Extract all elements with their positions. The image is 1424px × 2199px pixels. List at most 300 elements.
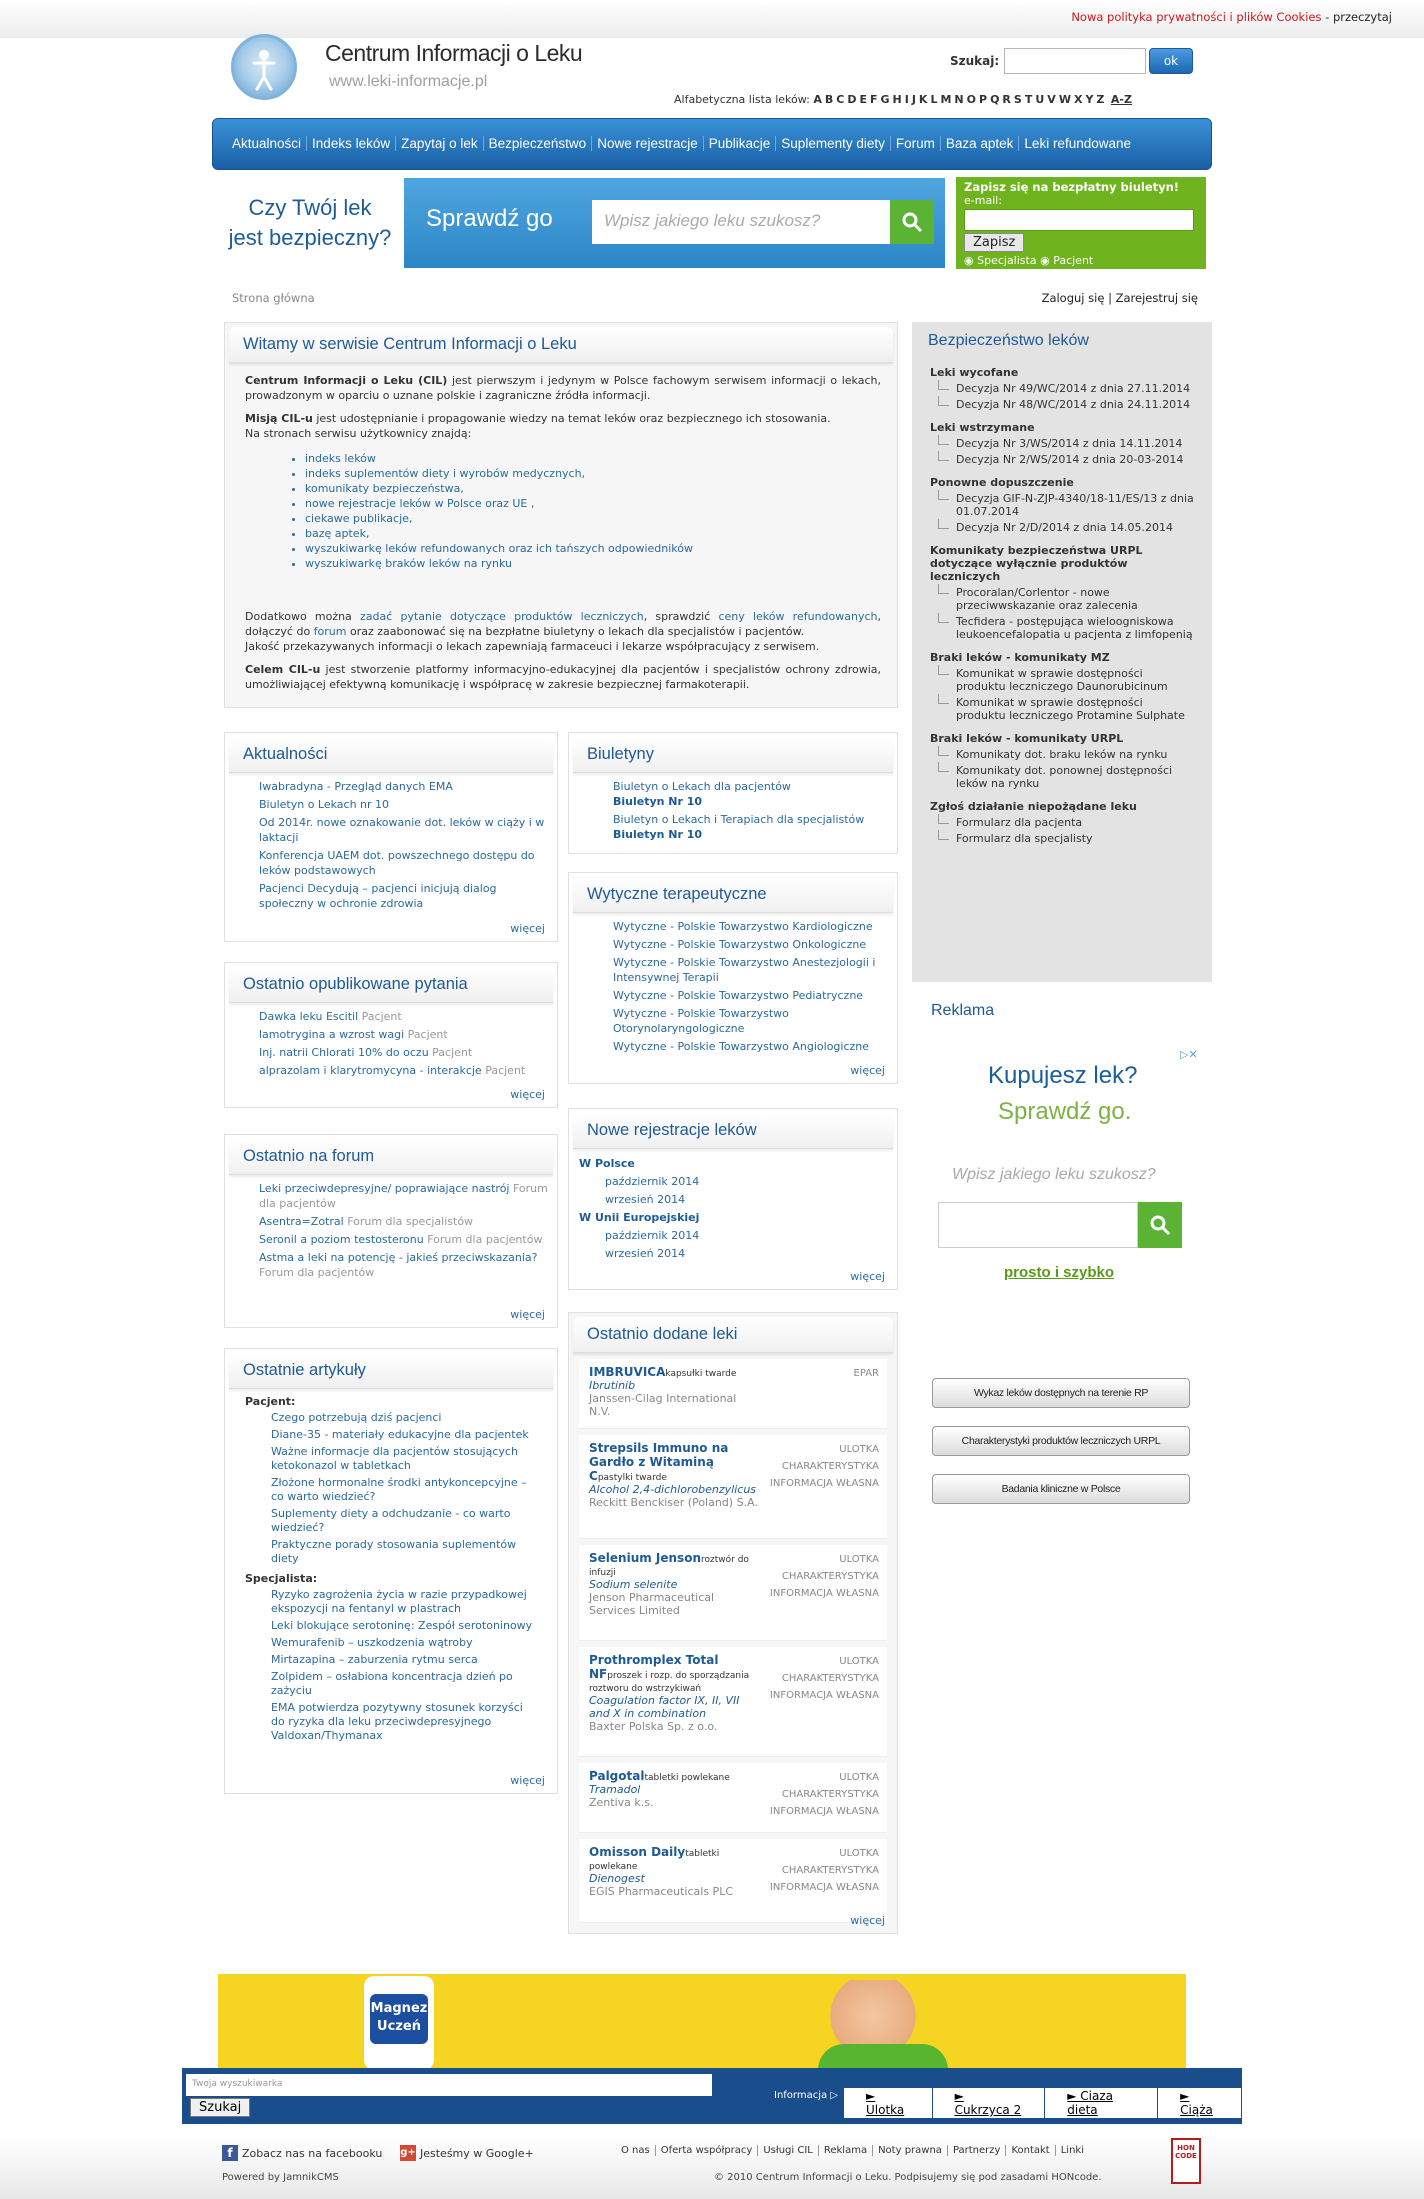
welcome-p3: Na stronach serwisu użytkownicy znajdą:	[245, 427, 472, 440]
sidebar-section	[912, 421, 1212, 466]
drug-name[interactable]: Strepsils Immuno na Gardło z Witaminą C	[589, 1441, 729, 1483]
pytania-item[interactable]	[259, 1063, 549, 1078]
newsletter-email-label: e-mail:	[964, 194, 1003, 207]
article-link[interactable]: Wemurafenib – uszkodzenia wątroby	[271, 1636, 473, 1649]
forum-more-link[interactable]: więcej	[510, 1308, 545, 1321]
drug-doc-link[interactable]: INFORMACJA WŁASNA	[769, 1806, 879, 1817]
footer-link[interactable]: Linki	[1060, 2145, 1084, 2156]
radio-pacjent[interactable]: ◉	[1040, 254, 1054, 267]
ask-question-link[interactable]: zadać pytanie dotyczące produktów leczniczych	[360, 610, 644, 623]
welcome-bullet[interactable]: • ciekawe publikacje,	[305, 511, 881, 526]
dodane-more-link[interactable]: więcej	[850, 1914, 885, 1927]
drug-company: Jenson Pharmaceutical Services Limited	[589, 1591, 715, 1617]
footer-link[interactable]: Partnerzy	[948, 2145, 1007, 2156]
drug-company: Janssen-Cilag International N.V.	[589, 1392, 737, 1418]
forum-tag: Forum dla specjalistów	[347, 1215, 474, 1228]
article-link[interactable]: Zolpidem – osłabiona koncentracja dzień po zażyciu	[271, 1670, 513, 1697]
welcome-bullet[interactable]: • bazę aptek,	[305, 526, 881, 541]
sidebar-link[interactable]: Komunikat w sprawie dostępności produktu leczniczego Daunorubicinum	[930, 667, 1194, 693]
bottom-ad-brand1: Magnez	[370, 2001, 428, 2016]
aktualnosci-box	[224, 732, 558, 942]
sidebar-link[interactable]: Decyzja Nr 2/D/2014 z dnia 14.05.2014	[930, 521, 1194, 534]
rejestracje-title: Nowe rejestracje leków	[573, 1113, 893, 1149]
aktualnosci-item[interactable]: Konferencja UAEM dot. powszechnego dostępu do leków podstawowych	[259, 849, 535, 877]
pytania-title: Ostatnio opublikowane pytania	[229, 967, 553, 1003]
drug-name[interactable]: IMBRUVICA	[589, 1365, 666, 1379]
forum-item[interactable]	[259, 1250, 549, 1280]
alphabet-letter-o[interactable]: O	[966, 93, 976, 106]
login-link[interactable]: Zaloguj się	[1041, 291, 1105, 305]
side-ad-title: Kupujesz lek?	[988, 1062, 1138, 1089]
googleplus-label: Jesteśmy w Google+	[420, 2146, 534, 2160]
welcome-p4b: , sprawdzić	[643, 610, 719, 623]
bottom-ad-brand2: Uczeń	[377, 2019, 421, 2034]
sidebar-link[interactable]: Decyzja Nr 49/WC/2014 z dnia 27.11.2014	[930, 382, 1194, 395]
sidebar-link[interactable]: Komunikat w sprawie dostępności produktu leczniczego Protamine Sulphate	[930, 696, 1194, 722]
ad-sprawdz: Sprawdź go	[426, 205, 553, 232]
drug-name[interactable]: Selenium Jenson	[589, 1551, 701, 1565]
biuletyny-title: Biuletyny	[573, 737, 893, 773]
forum-item[interactable]	[259, 1181, 549, 1211]
welcome-p6-bold: Celem CIL-u	[245, 663, 321, 676]
sidebar-section-title: Leki wstrzymane	[930, 421, 1035, 434]
newsletter-email-input[interactable]	[964, 209, 1194, 231]
drug-doc-link[interactable]: CHARAKTERYSTYKA	[781, 1673, 879, 1684]
welcome-p1: jest pierwszym i jedynym w Polsce fachowym serwisem informacji o lekach, prowadzonym w oparciu o uznane polskie i zagraniczne źródła informacji.	[245, 374, 881, 402]
pytania-item[interactable]	[259, 1027, 549, 1042]
nav-item-7[interactable]: Forum	[891, 136, 941, 151]
welcome-bullet[interactable]: • komunikaty bezpieczeństwa,	[305, 481, 881, 496]
sidebar-link[interactable]: Formularz dla specjalisty	[930, 832, 1194, 845]
sidebar-link[interactable]: Decyzja GIF-N-ZJP-4340/18-11/ES/13 z dnia 01.07.2014	[930, 492, 1194, 518]
site-title[interactable]: Centrum Informacji o Leku	[325, 40, 583, 66]
welcome-p6: jest stworzenie platformy informacyjno-edukacyjnej dla pacjentów i specjalistów ochrony zdrowia, umożliwiającej efektywną komunikację i współpracę w zakresie bezpiecznej farmakoterapii.	[245, 663, 881, 691]
sidebar-link[interactable]: Formularz dla pacjenta	[930, 816, 1194, 829]
alphabet-letter-l[interactable]: L	[930, 93, 938, 106]
wytyczne-title: Wytyczne terapeutyczne	[573, 877, 893, 913]
sidebar-section	[912, 476, 1212, 534]
drug-form: roztwór do infuzji	[589, 1555, 749, 1578]
alphabet-letter-i[interactable]: I	[904, 93, 909, 106]
wytyczne-item[interactable]: Wytyczne - Polskie Towarzystwo Onkologiczne	[613, 938, 867, 951]
bottom-ad-shirt	[818, 2044, 948, 2070]
rejestracje-month[interactable]: październik 2014	[605, 1175, 700, 1188]
footer-link[interactable]: Kontakt	[1006, 2145, 1055, 2156]
footbar-link[interactable]: ► Ciąża	[1158, 2088, 1242, 2118]
forum-question[interactable]: Astma a leki na potencję - jakieś przeciwskazania?	[259, 1251, 538, 1264]
biuletyn-number[interactable]: Biuletyn Nr 10	[613, 828, 703, 841]
search-ok-button[interactable]: ok	[1149, 48, 1193, 74]
drug-form: tabletki powlekane	[644, 1773, 730, 1783]
drug-entry	[579, 1435, 887, 1539]
facebook-link[interactable]	[222, 2145, 382, 2161]
alphabet-letter-j[interactable]: J	[911, 93, 916, 106]
drug-substance[interactable]: Coagulation factor IX, II, VII and X in combination	[589, 1694, 740, 1720]
drug-entry	[579, 1647, 887, 1757]
alphabet-letter-m[interactable]: M	[940, 93, 952, 106]
googleplus-link[interactable]	[400, 2145, 534, 2161]
ad-line2: jest bezpieczny?	[228, 225, 392, 250]
wytyczne-item[interactable]: Wytyczne - Polskie Towarzystwo Pediatryczne	[613, 989, 864, 1002]
rejestracje-month[interactable]: październik 2014	[605, 1229, 700, 1242]
forum-question[interactable]: Leki przeciwdepresyjne/ poprawiające nastrój	[259, 1182, 510, 1195]
ad-search-field[interactable]: Wpisz jakiego leku szukosz?	[592, 200, 890, 244]
side-ad[interactable]	[912, 1046, 1212, 1300]
aktualnosci-item[interactable]: Od 2014r. nowe oznakowanie dot. leków w ciąży i w laktacji	[259, 816, 545, 844]
sidebar-section-title: Leki wycofane	[930, 366, 1019, 379]
logo-icon[interactable]	[231, 34, 297, 100]
alphabet-letter-z[interactable]: Z	[1096, 93, 1105, 106]
alphabet-letter-d[interactable]: D	[847, 93, 857, 106]
search-label: Szukaj:	[950, 54, 1000, 68]
nav-item-0[interactable]: Aktualności	[227, 136, 307, 151]
welcome-title: Witamy w serwisie Centrum Informacji o Leku	[229, 327, 893, 363]
main-nav	[212, 118, 1212, 170]
drug-doc-link[interactable]: INFORMACJA WŁASNA	[769, 1478, 879, 1489]
forum-tag: Forum dla pacjentów	[427, 1233, 543, 1246]
cookie-read-link[interactable]: przeczytaj	[1332, 10, 1392, 24]
aktualnosci-item[interactable]: Biuletyn o Lekach nr 10	[259, 798, 390, 811]
welcome-p1-bold: Centrum Informacji o Leku (CIL)	[245, 374, 448, 387]
rejestracje-month[interactable]: wrzesień 2014	[605, 1193, 686, 1206]
footer-link[interactable]: Reklama	[819, 2145, 873, 2156]
drug-doc-link[interactable]: ULOTKA	[839, 1772, 879, 1783]
wytyczne-item[interactable]: Wytyczne - Polskie Towarzystwo Angiologiczne	[613, 1040, 870, 1053]
aktualnosci-item[interactable]: Pacjenci Decydują – pacjenci inicjują dialog społeczny w ochronie zdrowia	[259, 882, 497, 910]
footer-link[interactable]: Usługi CIL	[758, 2145, 819, 2156]
sidebar-link[interactable]: Procoralan/Corlentor - nowe przeciwwskazanie oraz zalecenia	[930, 586, 1194, 612]
forum-link[interactable]: forum	[313, 625, 347, 638]
aktualnosci-title: Aktualności	[229, 737, 553, 773]
alphabet-az-link[interactable]: A-Z	[1110, 93, 1132, 106]
rejestracje-pl[interactable]: W Polsce	[579, 1157, 635, 1170]
footbar-link[interactable]: ► Ciaza dieta	[1045, 2088, 1158, 2118]
drug-company: Zentiva k.s.	[589, 1796, 654, 1809]
rejestracje-ue[interactable]: W Unii Europejskiej	[579, 1211, 700, 1224]
side-ad-input[interactable]	[938, 1202, 1138, 1248]
artykuly-more-link[interactable]: więcej	[510, 1774, 545, 1787]
pytania-question[interactable]: lamotrygina a wzrost wagi	[259, 1028, 405, 1041]
biuletyn-number[interactable]: Biuletyn Nr 10	[613, 795, 703, 808]
safety-sidebar	[912, 322, 1212, 982]
pytania-question[interactable]: Dawka leku Escitil	[259, 1010, 359, 1023]
drug-doc-link[interactable]: ULOTKA	[839, 1656, 879, 1667]
forum-item[interactable]	[259, 1214, 549, 1229]
drug-doc-link[interactable]: EPAR	[853, 1368, 879, 1379]
welcome-p4a: Dodatkowo można	[245, 610, 360, 623]
welcome-bullet[interactable]: • indeks leków	[305, 451, 881, 466]
forum-title: Ostatnio na forum	[229, 1139, 553, 1175]
drug-company: EGIS Pharmaceuticals PLC	[589, 1885, 733, 1898]
footbar-info: Informacja ▷	[774, 2090, 839, 2101]
drug-form: kapsułki twarde	[665, 1369, 737, 1379]
welcome-p4d: oraz zaabonować się na bezpłatne biuletyny o lekach dla specjalistów i pacjentów.	[346, 625, 805, 638]
alphabet-letter-s[interactable]: S	[1013, 93, 1022, 106]
drug-doc-link[interactable]: CHARAKTERYSTYKA	[781, 1789, 879, 1800]
sidebar-link[interactable]: Decyzja Nr 3/WS/2014 z dnia 14.11.2014	[930, 437, 1194, 450]
copyright: © 2010 Centrum Informacji o Leku. Podpisujemy się pod zasadami HONcode.	[714, 2172, 1102, 2183]
drug-substance[interactable]: Sodium selenite	[589, 1578, 678, 1591]
pytania-question[interactable]: Inj. natrii Chlorati 10% do oczu	[259, 1046, 429, 1059]
forum-tag: Forum dla pacjentów	[259, 1182, 548, 1210]
footbar-info-label: Informacja	[774, 2090, 828, 2101]
wytyczne-item[interactable]: Wytyczne - Polskie Towarzystwo Anestezjologii i Intensywnej Terapii	[613, 956, 876, 984]
alphabet-list	[674, 93, 1135, 106]
drug-doc-link[interactable]: ULOTKA	[839, 1554, 879, 1565]
drug-doc-link[interactable]: CHARAKTERYSTYKA	[781, 1571, 879, 1582]
pytania-item[interactable]	[259, 1009, 549, 1024]
radio-pacjent-label: Pacjent	[1053, 254, 1094, 267]
drug-form: pastylki twarde	[597, 1473, 667, 1483]
side-ad-sub: Sprawdź go.	[998, 1098, 1132, 1125]
artykuly-title: Ostatnie artykuły	[229, 1353, 553, 1389]
wytyczne-item[interactable]: Wytyczne - Polskie Towarzystwo Otorynolaryngologiczne	[613, 1007, 789, 1035]
side-button-wykaz[interactable]: Wykaz leków dostępnych na terenie RP	[932, 1378, 1190, 1408]
drug-entry	[579, 1763, 887, 1833]
register-link[interactable]: Zarejestruj się	[1115, 291, 1198, 305]
pytania-tag: Pacjent	[485, 1064, 526, 1077]
footer-search-bar	[182, 2068, 1242, 2124]
alphabet-letter-n[interactable]: N	[954, 93, 964, 106]
rejestracje-month[interactable]: wrzesień 2014	[605, 1247, 686, 1260]
rejestracje-more-link[interactable]: więcej	[850, 1270, 885, 1283]
newsletter-title: Zapisz się na bezpłatny biuletyn!	[964, 180, 1180, 194]
article-link[interactable]: Praktyczne porady stosowania suplementów diety	[271, 1538, 517, 1565]
welcome-bullet[interactable]: • wyszukiwarkę leków refundowanych oraz ich tańszych odpowiedników	[305, 541, 881, 556]
ad-search-icon[interactable]	[890, 200, 934, 244]
alphabet-letter-u[interactable]: U	[1035, 93, 1045, 106]
article-link[interactable]: Złożone hormonalne środki antykoncepcyjne – co warto wiedzieć?	[271, 1476, 527, 1503]
sidebar-link[interactable]: Komunikaty dot. ponownej dostępności leków na rynku	[930, 764, 1194, 790]
drug-doc-link[interactable]: CHARAKTERYSTYKA	[781, 1865, 879, 1876]
nav-item-5[interactable]: Publikacje	[704, 136, 777, 151]
alphabet-letter-q[interactable]: Q	[990, 93, 1000, 106]
alphabet-letter-v[interactable]: V	[1047, 93, 1056, 106]
alphabet-letter-h[interactable]: H	[892, 93, 902, 106]
drug-substance[interactable]: Ibrutinib	[589, 1379, 636, 1392]
drug-links	[770, 1769, 879, 1820]
alphabet-letter-a[interactable]: A	[813, 93, 822, 106]
powered-by: Powered by JamnikCMS	[222, 2172, 339, 2183]
alphabet-label: Alfabetyczna lista leków:	[674, 93, 810, 106]
drug-links	[854, 1365, 880, 1382]
ad-banner-text[interactable]	[218, 178, 402, 268]
drug-name[interactable]: Prothromplex Total NF	[589, 1653, 719, 1681]
bottom-ad-product	[364, 1976, 434, 2070]
side-button-badania[interactable]: Badania kliniczne w Polsce	[932, 1474, 1190, 1504]
drug-doc-link[interactable]: INFORMACJA WŁASNA	[769, 1882, 879, 1893]
footer-link[interactable]: Noty prawna	[873, 2145, 948, 2156]
drug-substance[interactable]: Dienogest	[589, 1872, 645, 1885]
wytyczne-more-link[interactable]: więcej	[850, 1064, 885, 1077]
alphabet-letter-w[interactable]: W	[1058, 93, 1071, 106]
cookie-separator: -	[1321, 10, 1333, 24]
artykuly-box	[224, 1348, 558, 1794]
side-button-charakterystyki[interactable]: Charakterystyki produktów leczniczych URPL	[932, 1426, 1190, 1456]
welcome-bullet[interactable]: • wyszukiwarkę braków leków na rynku	[305, 556, 881, 571]
article-link[interactable]: Czego potrzebują dziś pacjenci	[271, 1411, 442, 1424]
alphabet-letter-t[interactable]: T	[1024, 93, 1033, 106]
biuletyny-box	[568, 732, 898, 854]
biuletyn-link[interactable]: Biuletyn o Lekach dla pacjentów	[613, 780, 791, 793]
forum-item[interactable]	[259, 1232, 549, 1247]
alphabet-letter-p[interactable]: P	[979, 93, 988, 106]
sidebar-link[interactable]: Decyzja Nr 2/WS/2014 z dnia 20-03-2014	[930, 453, 1194, 466]
nav-item-8[interactable]: Baza aptek	[941, 136, 1020, 151]
alphabet-letter-c[interactable]: C	[836, 93, 845, 106]
alphabet-letter-b[interactable]: B	[824, 93, 834, 106]
ad-close-icon[interactable]: ▷✕	[915, 178, 932, 189]
wytyczne-box	[568, 872, 898, 1084]
radio-specjalista[interactable]: ◉	[964, 254, 978, 267]
nav-item-4[interactable]: Nowe rejestracje	[592, 136, 704, 151]
sidebar-section-title: Braki leków - komunikaty MZ	[930, 651, 1110, 664]
side-ad-placeholder: Wpisz jakiego leku szukosz?	[952, 1166, 1156, 1183]
alphabet-letter-r[interactable]: R	[1002, 93, 1011, 106]
article-link[interactable]: Suplementy diety a odchudzanie - co warto wiedzieć?	[271, 1507, 511, 1534]
drug-doc-link[interactable]: ULOTKA	[839, 1444, 879, 1455]
footer-link[interactable]: Oferta współpracy	[656, 2145, 759, 2156]
footer-link[interactable]: O nas	[616, 2145, 656, 2156]
article-link[interactable]: Diane-35 - materiały edukacyjne dla pacjentek	[271, 1428, 529, 1441]
sidebar-section	[912, 800, 1212, 845]
facebook-icon: f	[222, 2145, 238, 2161]
pytania-item[interactable]	[259, 1045, 549, 1060]
alphabet-letter-g[interactable]: G	[880, 93, 890, 106]
drug-links	[770, 1441, 879, 1492]
aktualnosci-item[interactable]: Iwabradyna - Przegląd danych EMA	[259, 780, 453, 793]
side-ad-close-icon[interactable]: ▷✕	[1180, 1048, 1198, 1061]
drug-links	[770, 1551, 879, 1602]
newsletter-submit-button[interactable]: Zapisz	[964, 233, 1024, 252]
dodane-title: Ostatnio dodane leki	[573, 1317, 893, 1353]
drug-company: Reckitt Benckiser (Poland) S.A.	[589, 1496, 758, 1509]
drug-name[interactable]: Palgotal	[589, 1769, 645, 1783]
footbar-link[interactable]: ► Cukrzyca 2	[933, 2088, 1046, 2118]
site-url: www.leki-informacje.pl	[329, 73, 488, 90]
biuletyn-link[interactable]: Biuletyn o Lekach i Terapiach dla specjalistów	[613, 813, 865, 826]
drug-name[interactable]: Omisson Daily	[589, 1845, 686, 1859]
drug-doc-link[interactable]: INFORMACJA WŁASNA	[769, 1690, 879, 1701]
sidebar-title: Bezpieczeństwo leków	[928, 332, 1089, 349]
sidebar-section	[912, 366, 1212, 411]
side-ad-search-icon[interactable]	[1138, 1202, 1182, 1248]
wytyczne-item[interactable]: Wytyczne - Polskie Towarzystwo Kardiologiczne	[613, 920, 873, 933]
login-links	[1042, 291, 1198, 305]
google-search-button[interactable]: Szukaj	[190, 2098, 250, 2117]
article-link[interactable]: EMA potwierdza pozytywny stosunek korzyści do ryzyka dla leku przeciwdepresyjnego Valdoxan/Thymanax	[271, 1701, 523, 1742]
footbar-link[interactable]: ► Ulotka	[844, 2088, 933, 2118]
sidebar-section	[912, 544, 1212, 641]
side-ad-tagline: prosto i szybko	[1004, 1264, 1115, 1281]
alphabet-letters	[813, 93, 1107, 106]
nav-item-1[interactable]: Indeks leków	[307, 136, 396, 151]
article-link[interactable]: Ryzyko zagrożenia życia w razie przypadkowej ekspozycji na fentanyl w plastrach	[271, 1588, 527, 1615]
welcome-bullet[interactable]: • nowe rejestracje leków w Polsce oraz UE ,	[305, 496, 881, 511]
nav-item-2[interactable]: Zapytaj o lek	[396, 136, 484, 151]
pytania-tag: Pacjent	[361, 1010, 402, 1023]
drug-doc-link[interactable]: INFORMACJA WŁASNA	[769, 1588, 879, 1599]
drug-links	[770, 1845, 879, 1896]
drug-entry	[579, 1545, 887, 1641]
article-link[interactable]: Leki blokujące serotoninę: Zespół serotoninowy	[271, 1619, 533, 1632]
hon-badge-icon[interactable]: HON CODE	[1171, 2138, 1201, 2184]
drug-links	[770, 1653, 879, 1704]
pytania-tag: Pacjent	[432, 1046, 473, 1059]
reklama-label: Reklama	[931, 1002, 995, 1019]
nav-item-3[interactable]: Bezpieczeństwo	[484, 136, 593, 151]
nav-item-9[interactable]: Leki refundowane	[1024, 136, 1131, 151]
drug-form: tabletki powlekane	[589, 1849, 720, 1872]
sidebar-section	[912, 651, 1212, 722]
drug-entry	[579, 1359, 887, 1429]
welcome-p4c: , dołączyć do	[245, 610, 881, 638]
artykuly-pacjent-label: Pacjent:	[245, 1395, 296, 1408]
drug-form: proszek i rozp. do sporządzania roztworu do wstrzykiwań	[589, 1671, 750, 1694]
refund-prices-link[interactable]: ceny leków refundowanych	[718, 610, 878, 623]
alphabet-letter-y[interactable]: Y	[1085, 93, 1094, 106]
artykuly-specjalista-label: Specjalista:	[245, 1572, 318, 1585]
sidebar-link[interactable]: Tecfidera - postępująca wieloogniskowa leukoencefalopatia u pacjenta z limfopenią	[930, 615, 1194, 641]
bottom-ad[interactable]	[218, 1974, 1186, 2070]
alphabet-letter-e[interactable]: E	[859, 93, 867, 106]
article-link[interactable]: Mirtazapina – zaburzenia rytmu serca	[271, 1653, 478, 1666]
pytania-more-link[interactable]: więcej	[510, 1088, 545, 1101]
forum-box	[224, 1134, 558, 1328]
drug-substance[interactable]: Tramadol	[589, 1783, 641, 1796]
pytania-tag: Pacjent	[407, 1028, 448, 1041]
drug-company: Baxter Polska Sp. z o.o.	[589, 1720, 718, 1733]
sidebar-section-title: Komunikaty bezpieczeństwa URPL dotyczące wyłącznie produktów leczniczych	[930, 544, 1143, 583]
nav-item-6[interactable]: Suplementy diety	[776, 136, 891, 151]
googleplus-icon: g+	[400, 2145, 416, 2161]
forum-question[interactable]: Asentra=Zotral	[259, 1215, 344, 1228]
forum-question[interactable]: Seronil a poziom testosteronu	[259, 1233, 424, 1246]
article-link[interactable]: Ważne informacje dla pacjentów stosujących ketokonazol w tabletkach	[271, 1445, 518, 1472]
pytania-box	[224, 962, 558, 1108]
drug-doc-link[interactable]: CHARAKTERYSTYKA	[781, 1461, 879, 1472]
drug-doc-link[interactable]: ULOTKA	[839, 1848, 879, 1859]
alphabet-letter-f[interactable]: F	[869, 93, 878, 106]
aktualnosci-more-link[interactable]: więcej	[510, 922, 545, 935]
search-input[interactable]	[1004, 48, 1146, 74]
welcome-bullet[interactable]: • indeks suplementów diety i wyrobów medycznych,	[305, 466, 881, 481]
drug-entry	[579, 1839, 887, 1923]
forum-tag: Forum dla pacjentów	[259, 1266, 375, 1279]
welcome-p2: jest udostępnianie i propagowanie wiedzy na temat leków oraz bezpiecznego ich stosowania.	[312, 412, 831, 425]
sidebar-link[interactable]: Komunikaty dot. braku leków na rynku	[930, 748, 1194, 761]
sidebar-link[interactable]: Decyzja Nr 48/WC/2014 z dnia 24.11.2014	[930, 398, 1194, 411]
sidebar-section	[912, 732, 1212, 790]
alphabet-letter-k[interactable]: K	[918, 93, 928, 106]
cookie-policy-link[interactable]: Nowa polityka prywatności i plików Cookies	[1071, 10, 1322, 24]
footer-links	[616, 2145, 1089, 2156]
breadcrumb[interactable]: Strona główna	[232, 291, 315, 305]
sidebar-section-title: Ponowne dopuszczenie	[930, 476, 1074, 489]
alphabet-letter-x[interactable]: X	[1073, 93, 1083, 106]
login-sep: |	[1108, 291, 1112, 305]
welcome-p5: Jakość przekazywanych informacji o lekach zapewniają farmaceuci i lekarze współpracujący z serwisem.	[245, 640, 820, 653]
pytania-question[interactable]: alprazolam i klarytromycyna - interakcje	[259, 1064, 482, 1077]
newsletter-box	[956, 177, 1206, 269]
drug-substance[interactable]: Alcohol 2,4-dichlorobenzylicus	[589, 1483, 757, 1496]
google-search-input[interactable]: Twoja wyszukiwarka	[186, 2074, 712, 2096]
sidebar-section-title: Zgłoś działanie niepożądane leku	[930, 800, 1137, 813]
sidebar-section-title: Braki leków - komunikaty URPL	[930, 732, 1124, 745]
rejestracje-box	[568, 1108, 898, 1290]
ad-banner-search[interactable]	[404, 178, 945, 268]
facebook-label: Zobacz nas na facebooku	[242, 2146, 383, 2160]
